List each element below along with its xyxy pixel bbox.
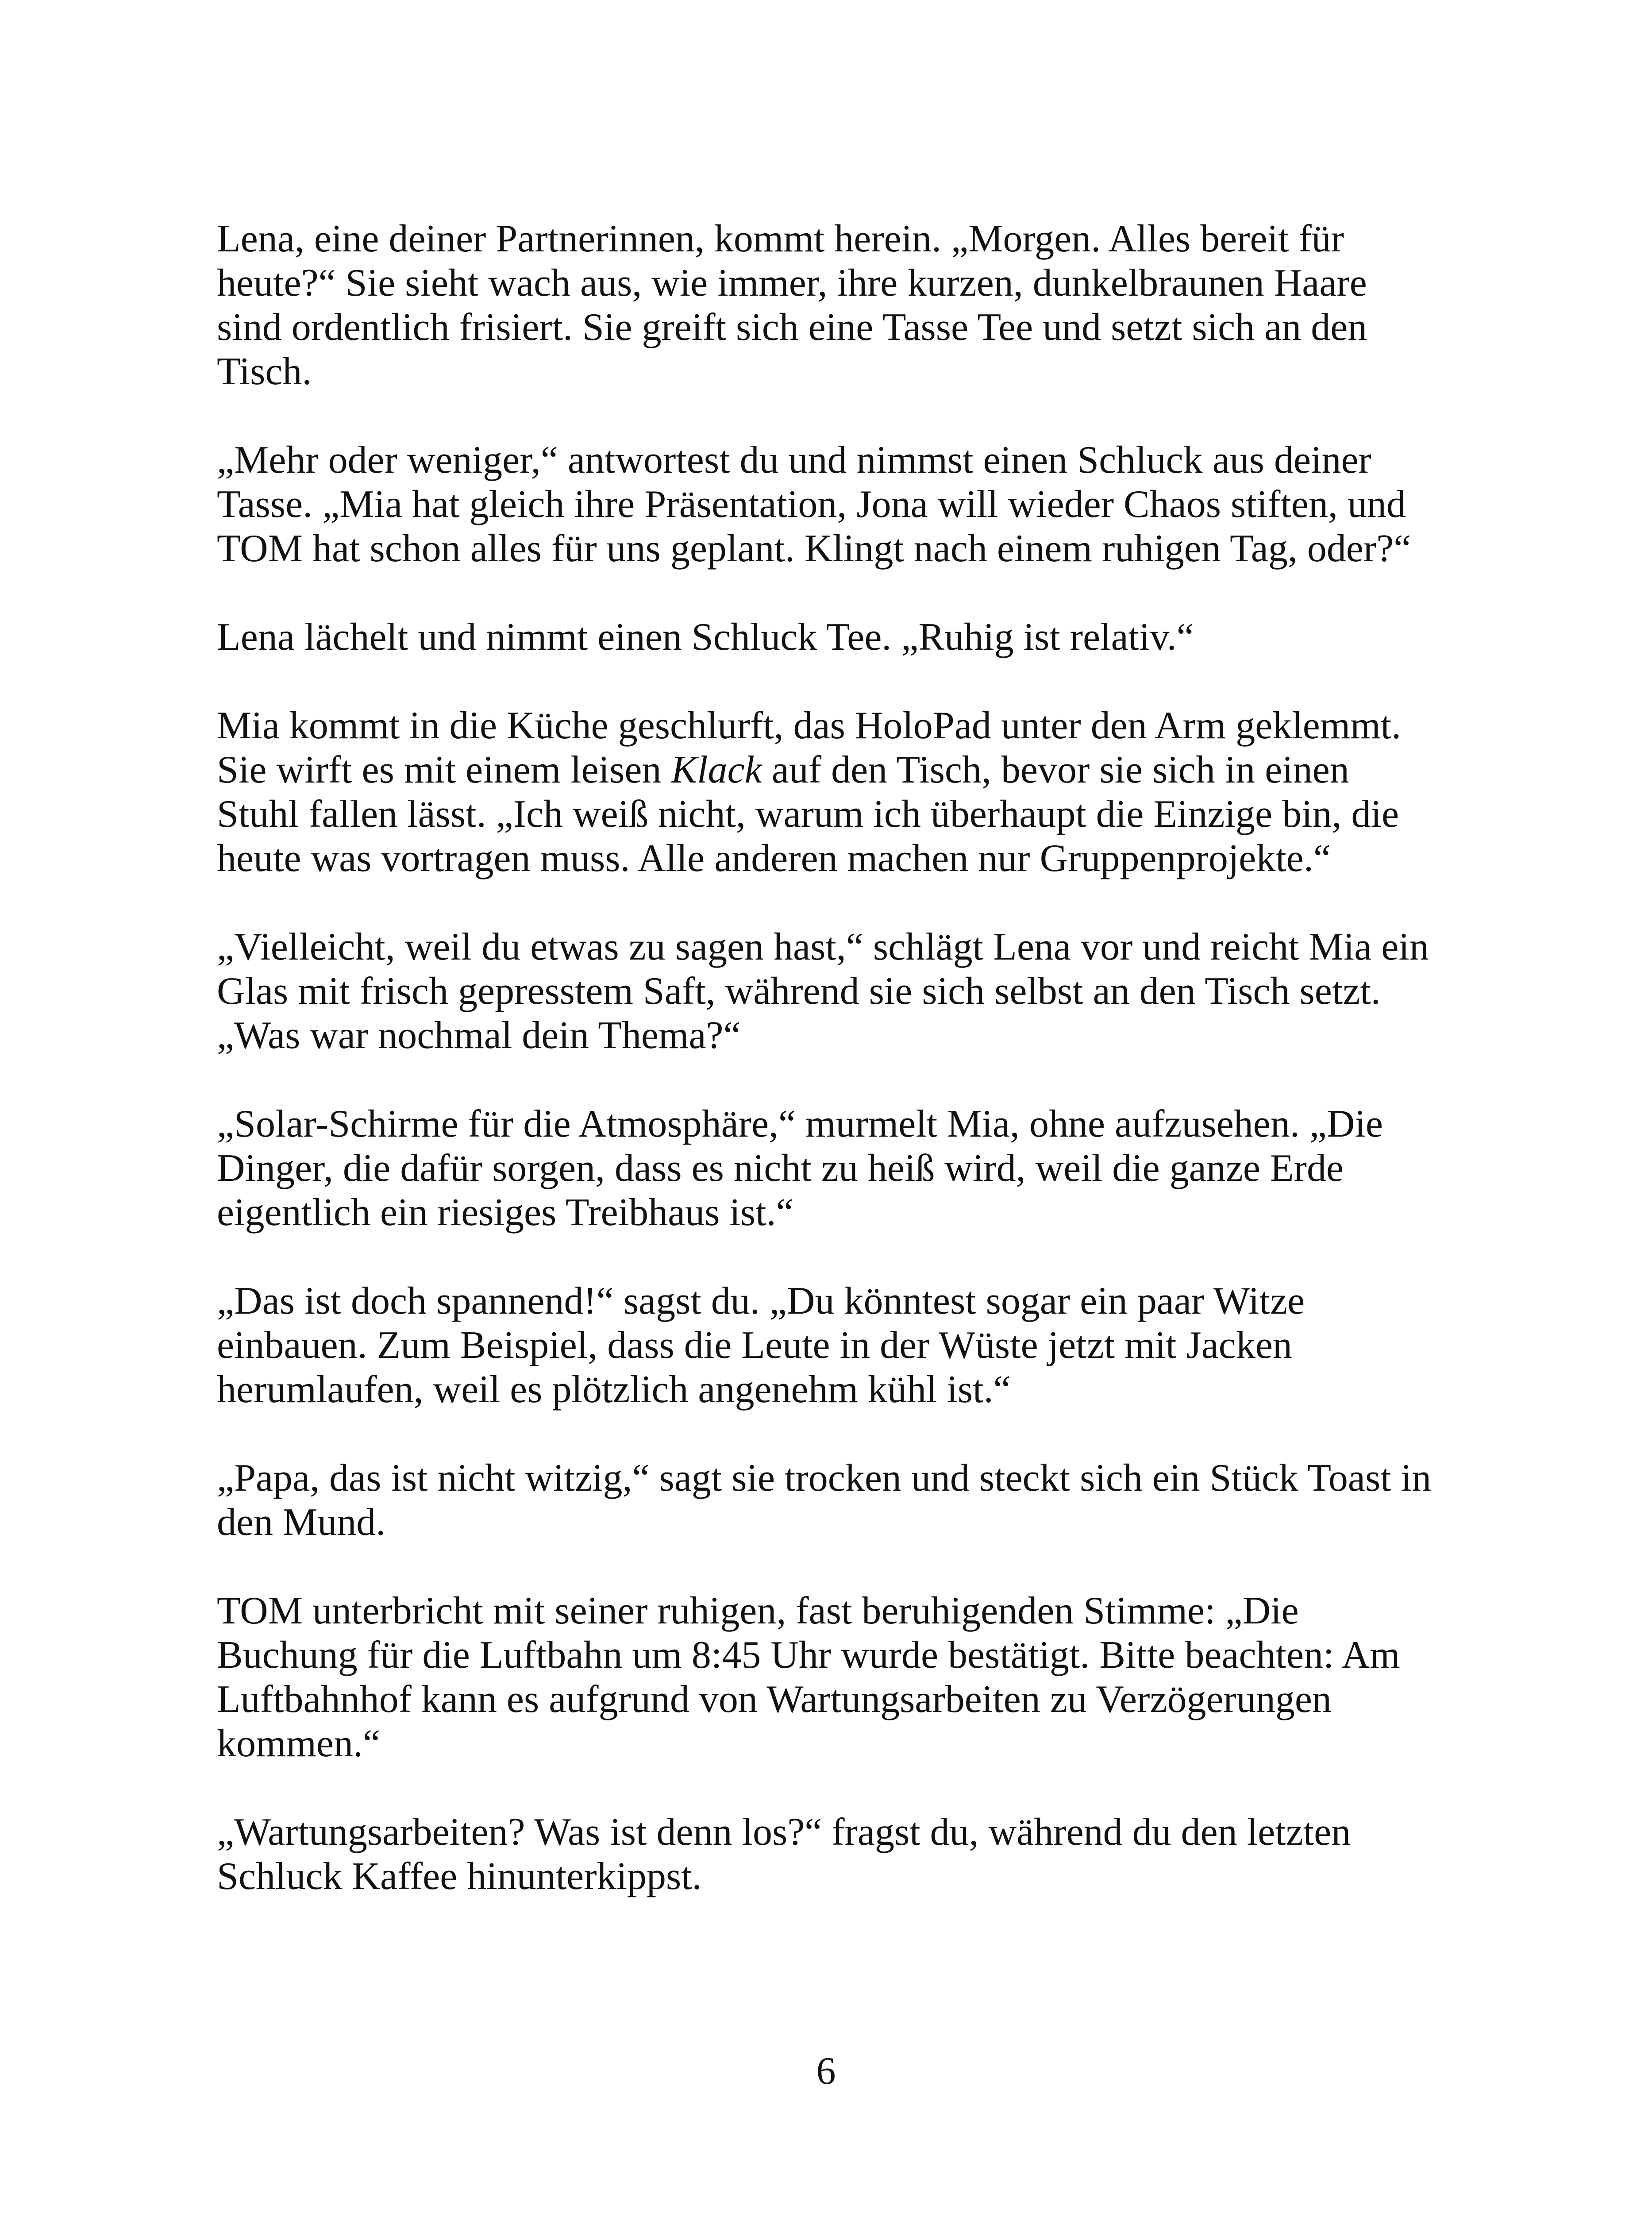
emphasis-klack: Klack xyxy=(671,748,762,791)
paragraph-mia-kitchen-part2: auf den Tisch, bevor sie sich in einen Stuhl fallen lässt. „Ich weiß nicht, warum ich überhaupt die Einzige bin, die heute was vortragen muss. Alle anderen machen nur Gruppenprojekte.“ xyxy=(217,748,1399,880)
paragraph-mehr-oder-weniger: „Mehr oder weniger,“ antwortest du und nimmst einen Schluck aus deiner Tasse. „Mia hat gleich ihre Präsentation, Jona will wieder Chaos stiften, und TOM hat schon alles für uns geplant. Klingt nach einem ruhigen Tag, oder?“ xyxy=(217,439,1411,570)
paragraph-mia-kitchen-part1: Mia kommt in die Küche geschlurft, das HoloPad unter den Arm geklemmt. Sie wirft es mit einem leisen xyxy=(217,704,1402,791)
paragraph-lena-enters: Lena, eine deiner Partnerinnen, kommt herein. „Morgen. Alles bereit für heute?“ Sie sieht wach aus, wie immer, ihre kurzen, dunkelbraunen Haare sind ordentlich frisiert. Sie greift sich eine Tasse Tee und setzt sich an den Tisch. xyxy=(217,217,1367,393)
paragraph-wartungsarbeiten: „Wartungsarbeiten? Was ist denn los?“ fragst du, während du den letzten Schluck Kaffee hinunterkippst. xyxy=(217,1811,1351,1898)
paragraph-ruhig-ist-relativ: Lena lächelt und nimmt einen Schluck Tee. „Ruhig ist relativ.“ xyxy=(217,616,1194,659)
paragraph-vielleicht: „Vielleicht, weil du etwas zu sagen hast,“ schlägt Lena vor und reicht Mia ein Glas mit frisch gepresstem Saft, während sie sich selbst an den Tisch setzt. „Was war nochmal dein Thema?“ xyxy=(217,925,1429,1057)
paragraph-spannend: „Das ist doch spannend!“ sagst du. „Du könntest sogar ein paar Witze einbauen. Zum Beispiel, dass die Leute in der Wüste jetzt mit Jacken herumlaufen, weil es plötzlich angenehm kühl ist.“ xyxy=(217,1280,1305,1411)
body-text xyxy=(217,217,1438,1943)
paragraph-papa: „Papa, das ist nicht witzig,“ sagt sie trocken und steckt sich ein Stück Toast in den Mund. xyxy=(217,1457,1432,1544)
paragraph-tom-buchung: TOM unterbricht mit seiner ruhigen, fast beruhigenden Stimme: „Die Buchung für die Luftbahn um 8:45 Uhr wurde bestätigt. Bitte beachten: Am Luftbahnhof kann es aufgrund von Wartungsarbeiten zu Verzögerungen kommen.“ xyxy=(217,1589,1400,1765)
paragraph-mia-kitchen xyxy=(217,704,1438,881)
page-number: 6 xyxy=(816,2050,836,2093)
paragraph-solar-schirme: „Solar-Schirme für die Atmosphäre,“ murmelt Mia, ohne aufzusehen. „Die Dinger, die dafür sorgen, dass es nicht zu heiß wird, weil die ganze Erde eigentlich ein riesiges Treibhaus ist.“ xyxy=(217,1103,1383,1234)
